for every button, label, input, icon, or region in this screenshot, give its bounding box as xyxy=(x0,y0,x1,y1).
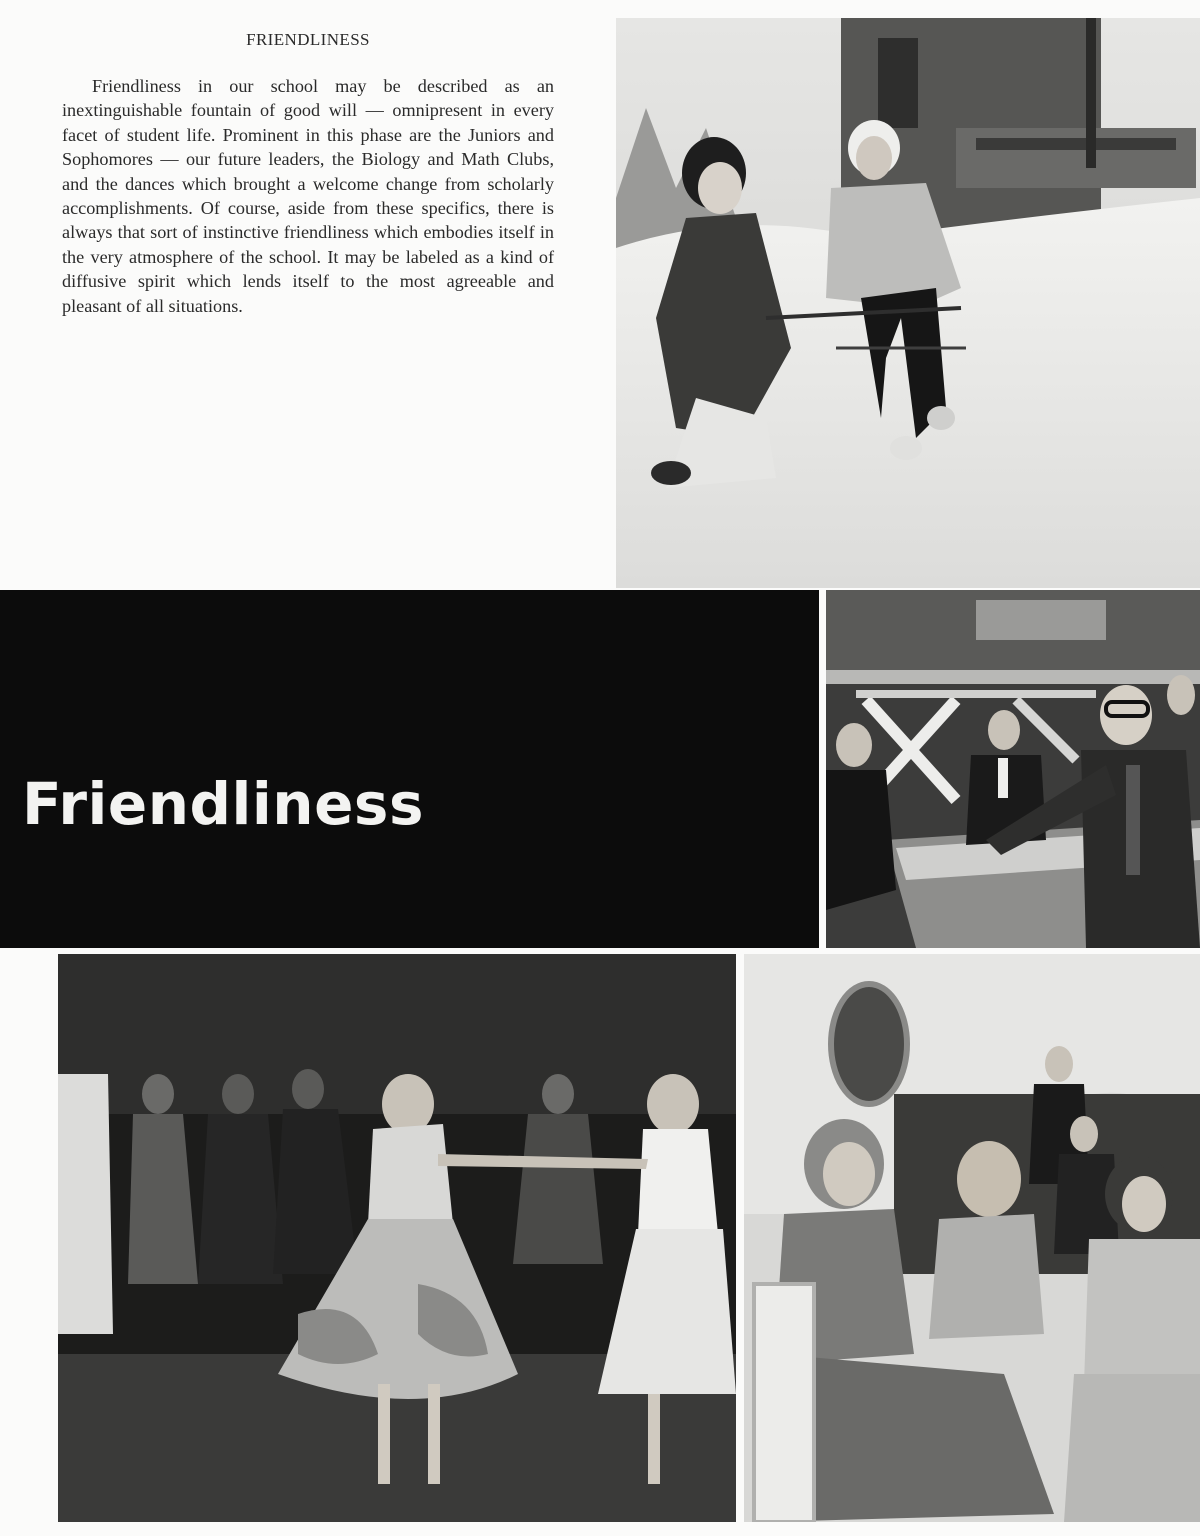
section-title-banner xyxy=(0,590,819,948)
photo-dance-floor xyxy=(58,954,736,1522)
article-body: Friendliness in our school may be described as an inextinguishable fountain of good will — omnipresent in every facet of student life. Prominent in this phase are the Juniors and Sophomores — our future leaders, the Biology and Math Clubs, and the dances which brought a welcome change from scholarly accomplishments. Of course, aside from these specifics, there is always that sort of instinctive friendliness which embodies itself in the very atmosphere of the school. It may be labeled as a kind of diffusive spirit which lends itself to the most agreeable and pleasant of all situations. xyxy=(62,76,554,316)
article-text-block xyxy=(62,30,554,318)
photo-lounge-girls xyxy=(744,954,1200,1522)
photo-snow-girls xyxy=(616,18,1200,588)
banner-title: Friendliness xyxy=(22,770,424,838)
photo-reception-men xyxy=(826,590,1200,948)
article-heading: FRIENDLINESS xyxy=(246,30,370,49)
